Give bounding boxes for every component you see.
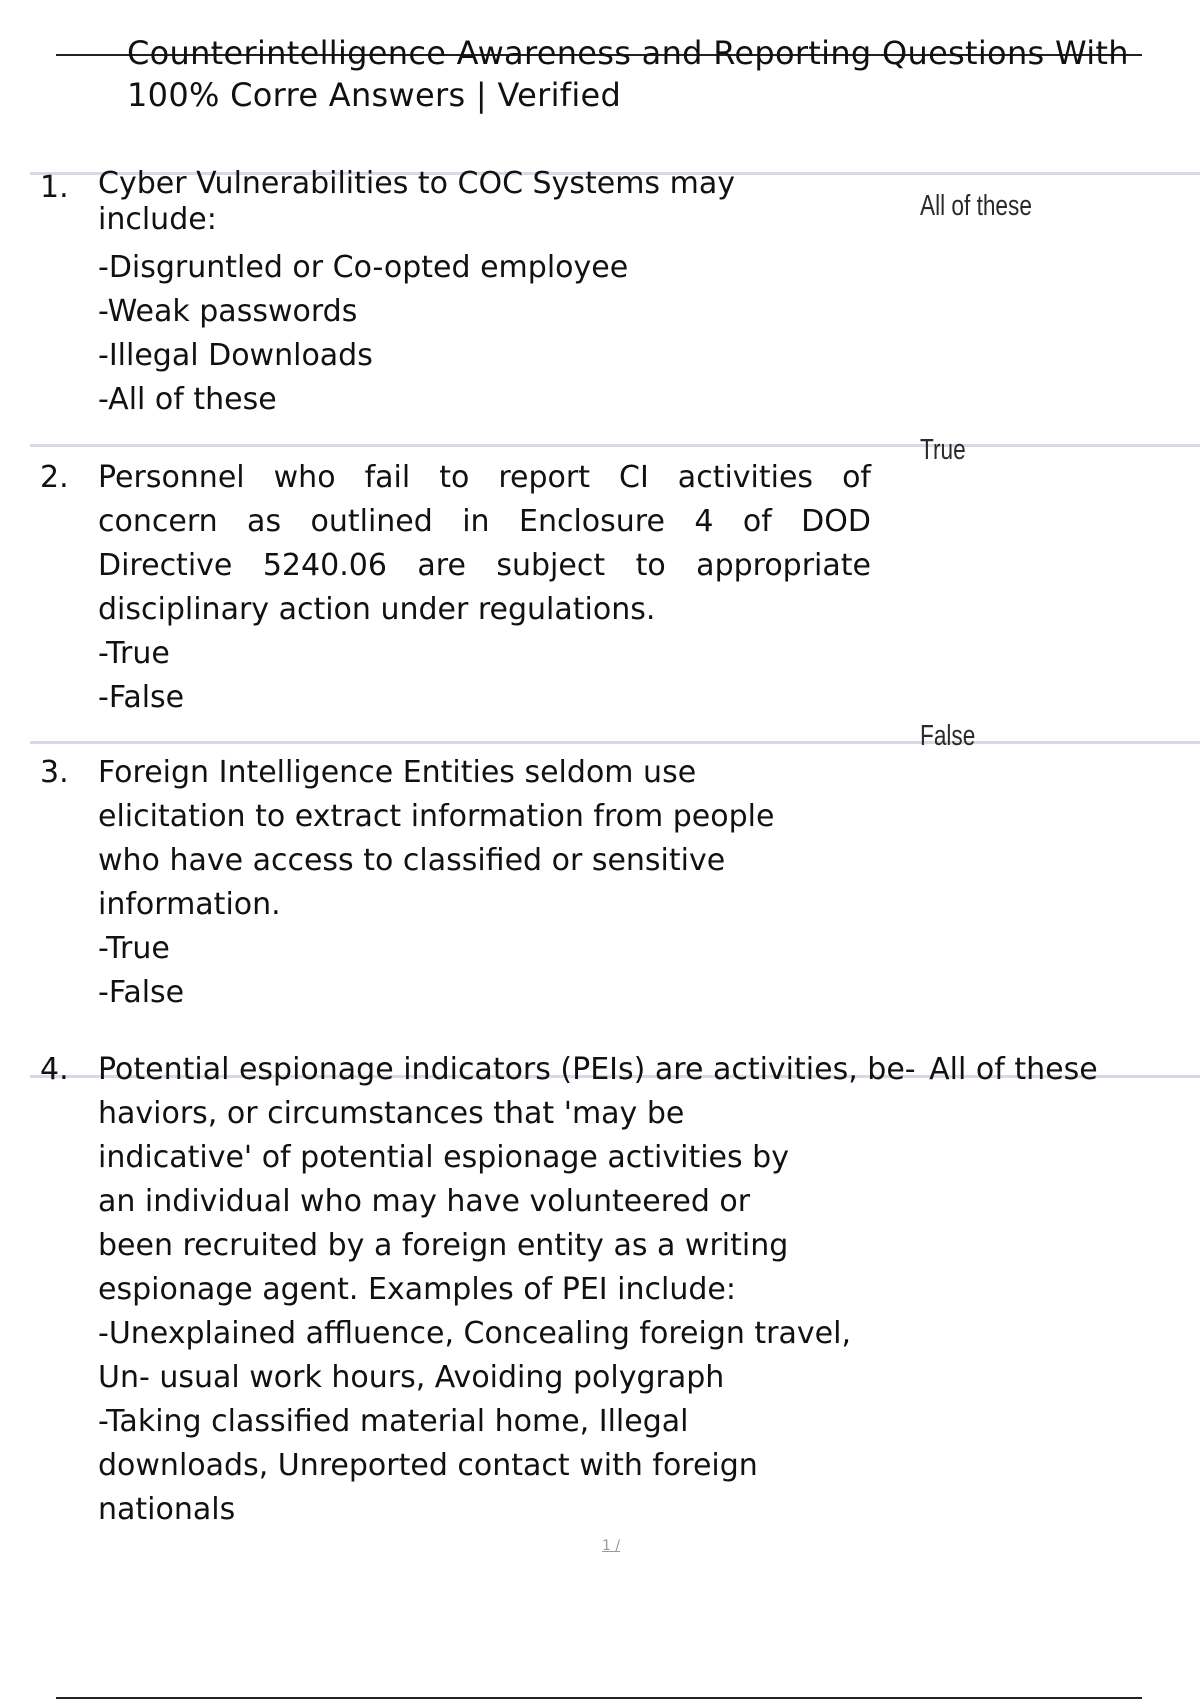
question-option: -True <box>98 636 170 671</box>
question-line: an individual who may have volunteered or <box>98 1184 751 1219</box>
question-line: indicative' of potential espionage activities by <box>98 1140 789 1175</box>
question-option: -False <box>98 680 185 715</box>
question-option: nationals <box>98 1492 236 1527</box>
question-line: Foreign Intelligence Entities seldom use <box>98 755 697 790</box>
question-number-4: 4. <box>40 1052 69 1087</box>
question-line: who have access to classified or sensitive <box>98 843 726 878</box>
question-number-3: 3. <box>40 755 69 790</box>
question-line: Directive 5240.06 are subject to appropriate <box>98 548 871 583</box>
question-option: -Taking classified material home, Illegal <box>98 1404 689 1439</box>
question-option: -Illegal Downloads <box>98 338 373 373</box>
answer-4: All of these <box>929 1052 1098 1087</box>
document-title-line-1: Counterintelligence Awareness and Reporting Questions With <box>127 34 1129 72</box>
question-line: been recruited by a foreign entity as a writing <box>98 1228 789 1263</box>
question-line: Cyber Vulnerabilities to COC Systems may <box>98 166 735 201</box>
separator-3 <box>30 741 1200 744</box>
question-line: espionage agent. Examples of PEI include: <box>98 1272 736 1307</box>
question-2-text <box>98 456 871 720</box>
question-option: -All of these <box>98 382 277 417</box>
question-1-text <box>98 166 735 422</box>
question-line: include: <box>98 202 217 237</box>
question-line: haviors, or circumstances that 'may be <box>98 1096 685 1131</box>
question-3-text <box>98 751 774 1015</box>
question-line <box>98 1048 1178 1092</box>
question-option: -False <box>98 975 185 1010</box>
answer-3: False <box>920 720 976 752</box>
question-number-1: 1. <box>40 170 69 205</box>
question-line: elicitation to extract information from people <box>98 799 775 834</box>
question-line: concern as outlined in Enclosure 4 of DOD <box>98 504 871 539</box>
document-title <box>127 32 1147 116</box>
question-option: -Unexplained affluence, Concealing foreign travel, <box>98 1316 851 1351</box>
document-title-line-2: 100% Corre Answers | Verified <box>127 76 622 114</box>
answer-2: True <box>920 434 966 466</box>
question-option: Un- usual work hours, Avoiding polygraph <box>98 1360 725 1395</box>
question-number-2: 2. <box>40 460 69 495</box>
question-line: Personnel who fail to report CI activities of <box>98 460 871 495</box>
page-number: 1 / <box>602 1538 621 1554</box>
question-line: disciplinary action under regulations. <box>98 592 656 627</box>
answer-1: All of these <box>920 190 1032 222</box>
question-option: -Disgruntled or Co-opted employee <box>98 250 629 285</box>
question-option: -Weak passwords <box>98 294 358 329</box>
question-line: information. <box>98 887 281 922</box>
question-option: -True <box>98 931 170 966</box>
question-4-text <box>98 1048 1178 1532</box>
separator-2 <box>30 444 1200 447</box>
question-4-first-line: Potential espionage indicators (PEIs) are activities, be- <box>98 1052 916 1087</box>
footer-rule <box>56 1697 1142 1699</box>
question-option: downloads, Unreported contact with foreign <box>98 1448 758 1483</box>
